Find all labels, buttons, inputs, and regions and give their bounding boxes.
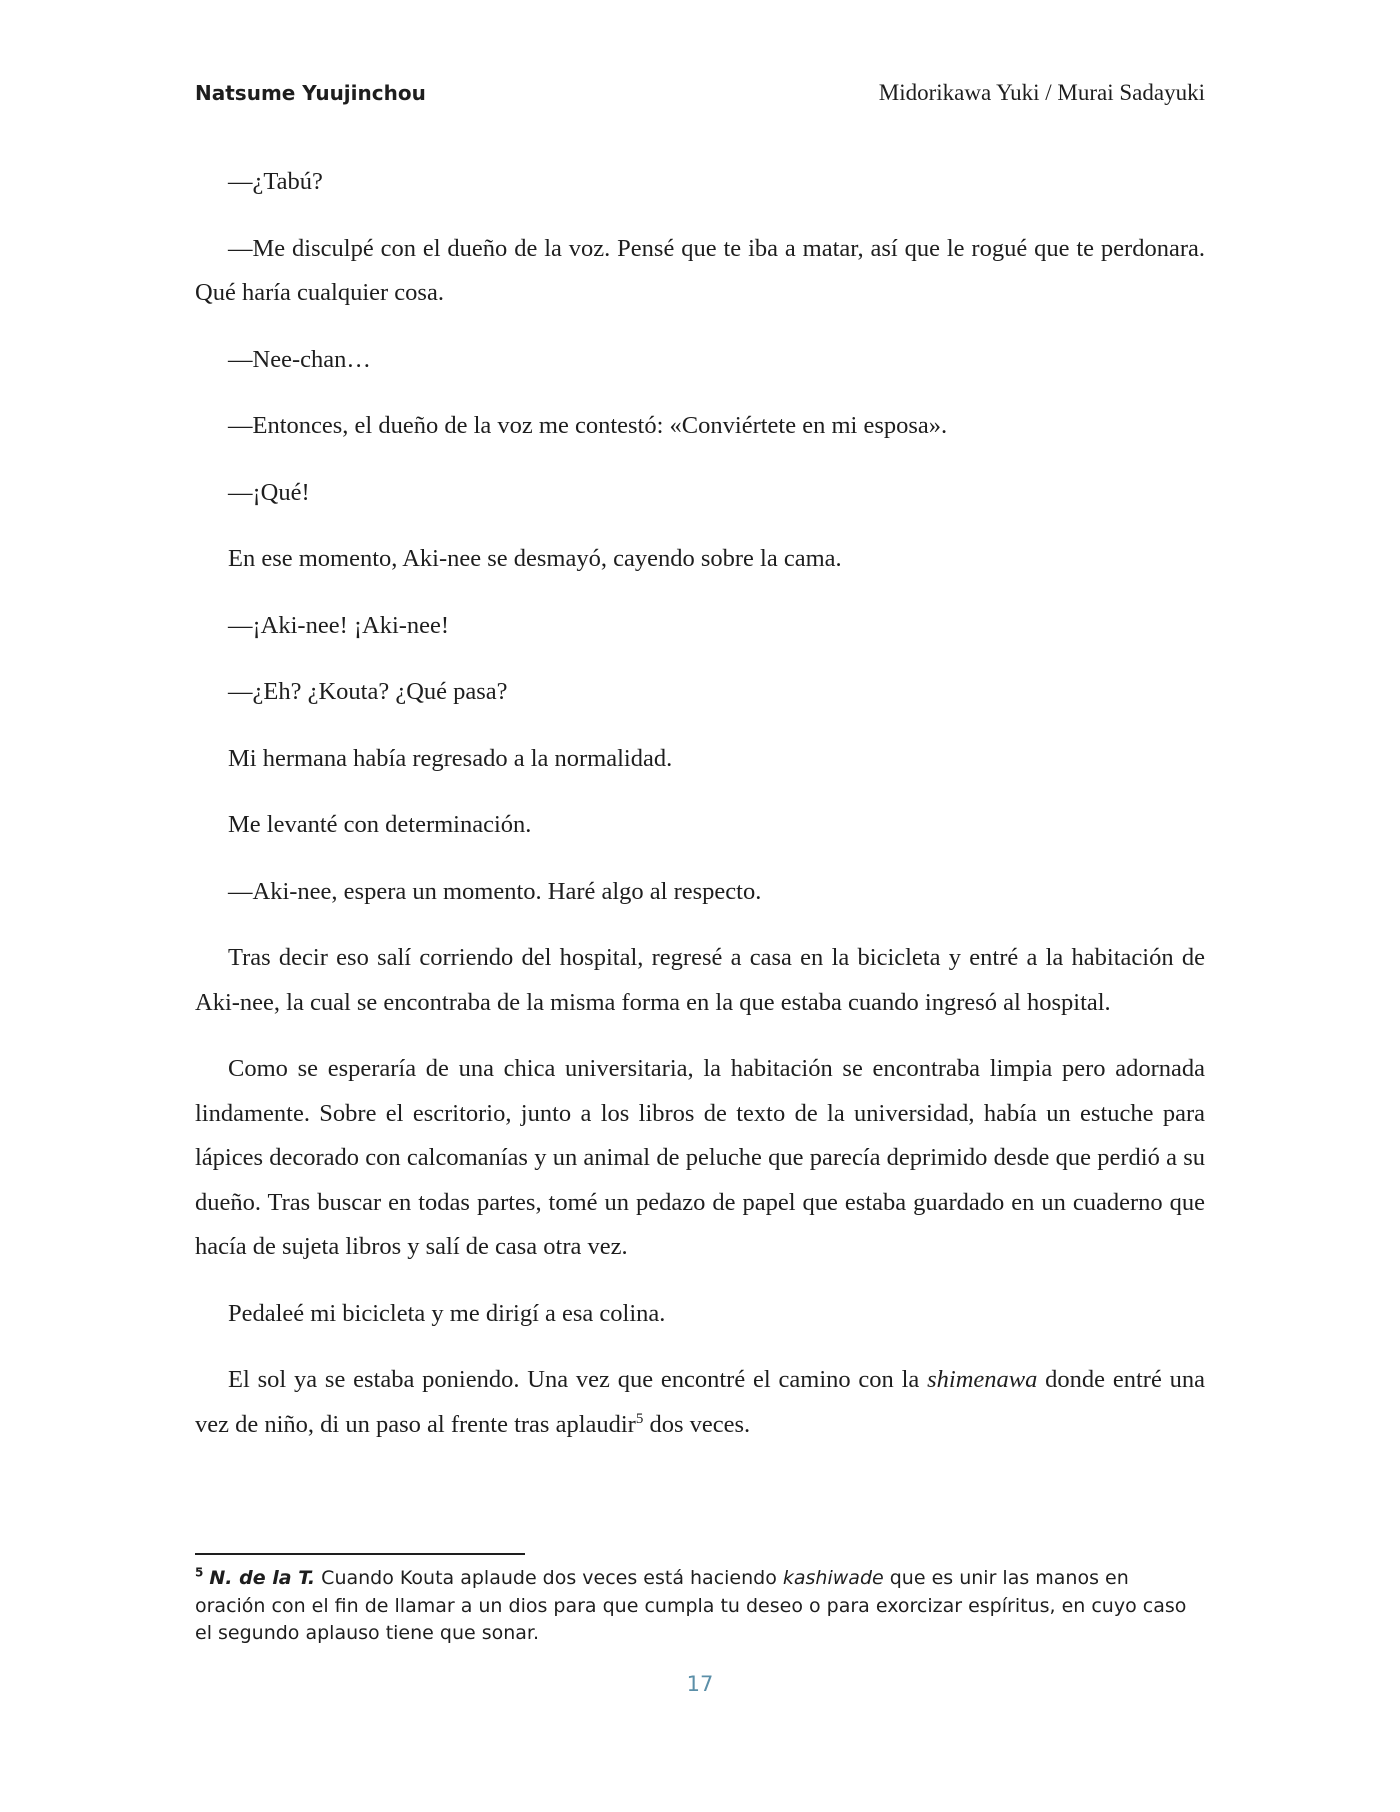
italic-term-shimenawa: shimenawa [927,1366,1038,1393]
paragraph-final [195,1358,1205,1447]
final-text-middle: donde entré una vez de niño, di un paso al frente tras aplaudir [195,1366,1205,1438]
paragraph: —Entonces, el dueño de la voz me contestó: «Conviértete en mi esposa». [228,412,948,439]
footnote-text-end: que es unir las manos en oración con el fin de llamar a un dios para que cumpla tu deseo o para exorcizar espíritus, en cuyo caso el segundo aplauso tiene que sonar. [195,1567,1187,1644]
paragraph: —Nee-chan… [228,345,371,373]
body-text [195,160,1205,1469]
paragraph: —¡Aki-nee! ¡Aki-nee! [228,611,450,639]
paragraph: Mi hermana había regresado a la normalidad. [228,744,673,772]
authors: Midorikawa Yuki / Murai Sadayuki [878,80,1205,105]
paragraph: —¡Qué! [228,478,310,506]
final-text-start: El sol ya se estaba poniendo. Una vez que encontré el camino con la [228,1366,928,1393]
italic-term-kashiwade: kashiwade [782,1567,884,1589]
footnote-reference[interactable]: 5 [635,1410,644,1427]
paragraph: Pedaleé mi bicicleta y me dirigí a esa colina. [228,1299,666,1327]
footnote-label: N. de la T. [209,1567,316,1589]
footnote-separator [195,1553,525,1555]
paragraph: En ese momento, Aki-nee se desmayó, cayendo sobre la cama. [228,545,842,572]
footnote-text-start: Cuando Kouta aplaude dos veces está haciendo [315,1567,783,1589]
paragraph: —Aki-nee, espera un momento. Haré algo al respecto. [228,877,762,905]
paragraph: —¿Eh? ¿Kouta? ¿Qué pasa? [228,678,508,705]
paragraph: Como se esperaría de una chica universitaria, la habitación se encontraba limpia pero adornada lindamente. Sobre el escritorio, junto a los libros de texto de la universidad, había un estuche para lápices decorado con calcomanías y un animal de peluche que parecía deprimido desde que perdió a su dueño. Tras buscar en todas partes, tomé un pedazo de papel que estaba guardado en un cuaderno que hacía de sujeta libros y salí de casa otra vez. [195,1055,1205,1260]
book-title: Natsume Yuujinchou [195,81,426,105]
paragraph: Tras decir eso salí corriendo del hospital, regresé a casa en la bicicleta y entré a la habitación de Aki-nee, la cual se encontraba de la misma forma en la que estaba cuando ingresó al hospital. [195,944,1205,1016]
footnote-number: 5 [195,1565,204,1580]
final-text-end: dos veces. [643,1410,751,1438]
paragraph: Me levanté con determinación. [228,811,532,838]
running-header [195,80,1205,106]
footnote [195,1565,1205,1648]
page-number: 17 [686,1672,714,1696]
paragraph: —Me disculpé con el dueño de la voz. Pensé que te iba a matar, así que le rogué que te perdonara. Qué haría cualquier cosa. [195,234,1205,306]
paragraph: —¿Tabú? [228,168,323,195]
